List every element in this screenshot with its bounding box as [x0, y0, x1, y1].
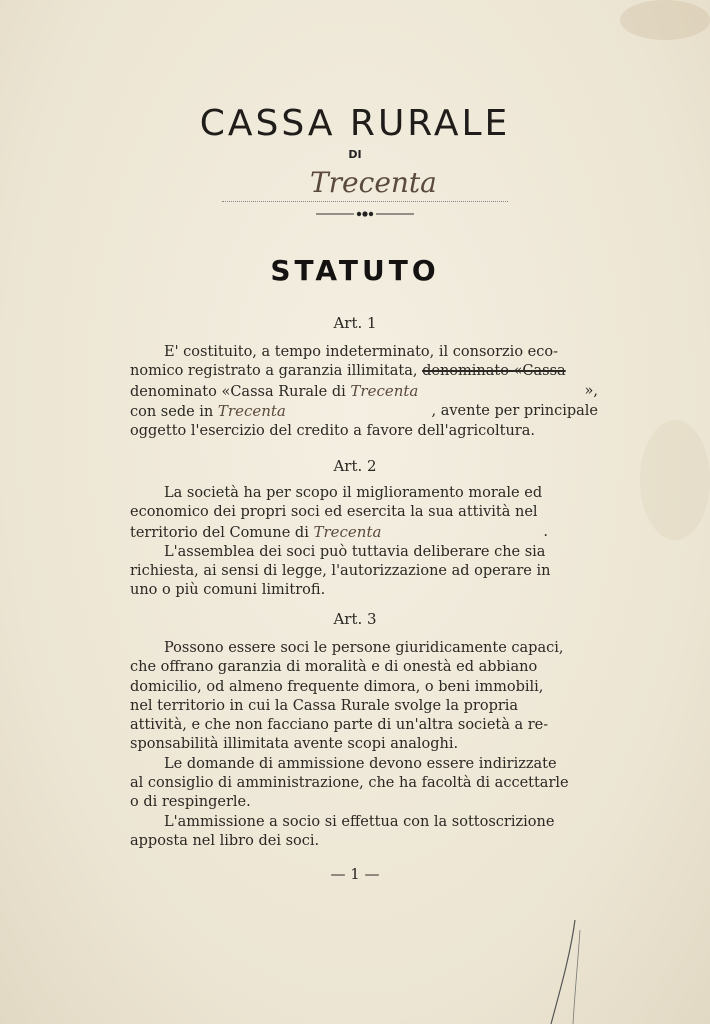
title-preposition: DI	[348, 148, 362, 161]
text-line: o di respingerle.	[130, 794, 251, 811]
text-line: L'assemblea dei soci può tuttavia deliberare che sia	[164, 543, 546, 560]
article-3-text	[130, 639, 598, 851]
text-line: denominato «Cassa Rurale di	[130, 383, 346, 400]
text-line: territorio del Comune di	[130, 524, 309, 541]
text-line: uno o più comuni limitrofi.	[130, 582, 326, 599]
article-label: Art. 1	[333, 314, 377, 332]
article-label: Art. 2	[333, 457, 377, 475]
text-line: nel territorio in cui la Cassa Rurale svolge la propria	[130, 697, 519, 714]
document-title: CASSA RURALE	[199, 103, 511, 144]
pencil-margin-stroke	[545, 920, 585, 1024]
handwritten-place-name: Trecenta	[310, 166, 437, 199]
text-line: economico dei propri soci ed esercita la sua attività nel	[130, 504, 538, 521]
text-line: Le domande di ammissione devono essere indirizzate	[164, 755, 557, 772]
text-line: oggetto l'esercizio del credito a favore dell'agricoltura.	[130, 423, 535, 440]
text-line: .	[543, 523, 548, 540]
struck-text: denominato «Cassa	[422, 363, 566, 380]
text-line: richiesta, ai sensi di legge, l'autorizzazione ad operare in	[130, 563, 551, 580]
text-line: apposta nel libro dei soci.	[130, 832, 320, 849]
statuto-heading: STATUTO	[270, 254, 440, 287]
ornament-divider	[316, 207, 414, 221]
text-line: »,	[584, 382, 598, 399]
paper-stain	[620, 0, 710, 40]
text-line: con sede in	[130, 403, 214, 420]
handwritten-seat-name: Trecenta	[217, 401, 286, 420]
text-line: domicilio, od almeno frequente dimora, o beni immobili,	[130, 678, 544, 695]
text-line: La società ha per scopo il miglioramento morale ed	[164, 485, 543, 501]
text-line: che offrano garanzia di moralità e di onestà ed abbiano	[130, 659, 538, 676]
article-2-text	[130, 484, 598, 601]
article-label: Art. 3	[333, 610, 377, 628]
text-line: E' costituito, a tempo indeterminato, il consorzio eco-	[164, 344, 558, 360]
handwritten-comune-name: Trecenta	[313, 522, 382, 541]
paper-stain	[640, 420, 710, 540]
dotted-fill-line	[222, 201, 508, 202]
handwritten-place-name: Trecenta	[350, 381, 419, 400]
text-line: , avente per principale	[431, 402, 598, 419]
text-line: nomico registrato a garanzia illimitata,	[130, 363, 418, 380]
page-number: — 1 —	[330, 865, 380, 883]
text-line: attività, e che non facciano parte di un'altra società a re-	[130, 717, 549, 734]
text-line: sponsabilità illimitata avente scopi analoghi.	[130, 736, 459, 753]
article-1-text	[130, 343, 598, 441]
text-line: Possono essere soci le persone giuridicamente capaci,	[164, 640, 564, 656]
text-line: L'ammissione a socio si effettua con la sottoscrizione	[164, 813, 555, 830]
text-line: al consiglio di amministrazione, che ha facoltà di accettarle	[130, 775, 569, 792]
